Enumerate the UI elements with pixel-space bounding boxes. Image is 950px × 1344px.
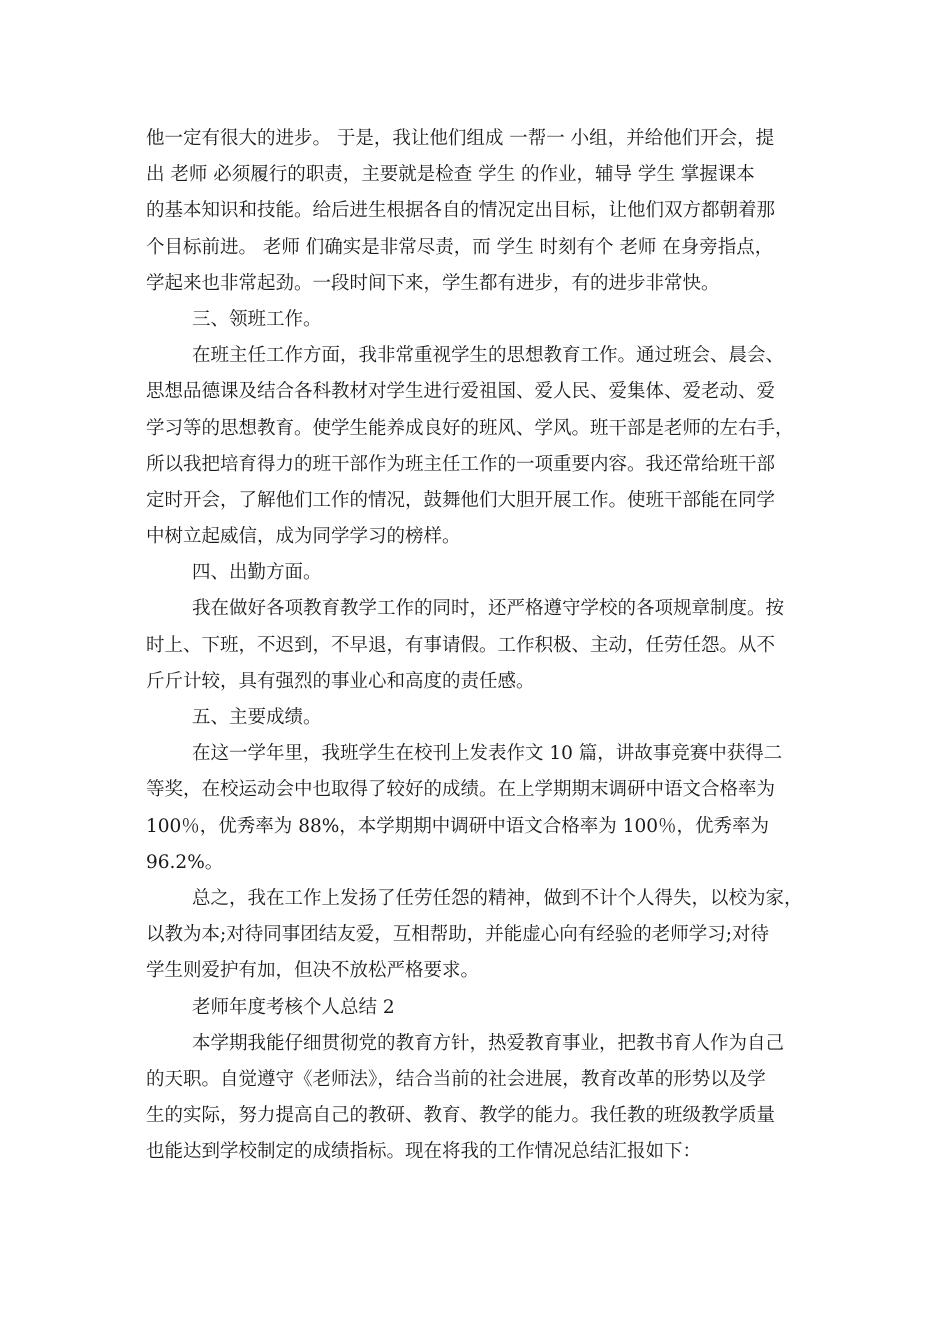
text-line: 斤斤计较，具有强烈的事业心和高度的责任感。 <box>146 670 535 692</box>
text-line: 时上、下班，不迟到，不早退，有事请假。工作积极、主动，任劳任怨。从不 <box>146 634 776 656</box>
text-line: 也能达到学校制定的成绩指标。现在将我的工作情况总结汇报如下： <box>146 1141 702 1163</box>
text-line: 学起来也非常起劲。一段时间下来，学生都有进步，有的进步非常快。 <box>146 272 720 294</box>
text-line: 96.2%。 <box>146 851 224 873</box>
text-line: 以教为本;对待同事团结友爱，互相帮助，并能虚心向有经验的老师学习;对待 <box>146 924 769 946</box>
text-line: 等奖，在校运动会中也取得了较好的成绩。在上学期期末调研中语文合格率为 <box>146 779 776 801</box>
document-body <box>146 121 810 1170</box>
text-line: 的基本知识和技能。给后进生根据各自的情况定出目标，让他们双方都朝着那 <box>146 200 776 222</box>
text-line: 生的实际，努力提高自己的教研、教育、教学的能力。我任教的班级教学质量 <box>146 1105 776 1127</box>
text-line: 四、出勤方面。 <box>192 562 322 584</box>
text-line: 个目标前进。 老师 们确实是非常尽责，而 学生 时刻有个 老师 在身旁指点， <box>146 236 774 258</box>
text-line: 思想品德课及结合各科教材对学生进行爱祖国、爱人民、爱集体、爱老动、爱 <box>146 381 776 403</box>
text-line: 在班主任工作方面，我非常重视学生的思想教育工作。通过班会、晨会、 <box>192 345 785 367</box>
text-line: 学生则爱护有加，但决不放松严格要求。 <box>146 960 480 982</box>
text-line: 学习等的思想教育。使学生能养成良好的班风、学风。班干部是老师的左右手， <box>146 417 794 439</box>
text-line: 出 老师 必须履行的职责，主要就是检查 学生 的作业，辅导 学生 掌握课本 <box>146 164 755 186</box>
text-line: 我在做好各项教育教学工作的同时，还严格遵守学校的各项规章制度。按 <box>192 598 785 620</box>
text-line: 总之，我在工作上发扬了任劳任怨的精神，做到不计个人得失，以校为家， <box>192 887 803 909</box>
text-line: 五、主要成绩。 <box>192 707 322 728</box>
text-line: 在这一学年里，我班学生在校刊上发表作文 10 篇，讲故事竞赛中获得二 <box>192 743 783 765</box>
text-line: 所以我把培育得力的班干部作为班主任工作的一项重要内容。我还常给班干部 <box>146 453 776 475</box>
text-line: 中树立起威信，成为同学学习的榜样。 <box>146 526 461 548</box>
text-line: 本学期我能仔细贯彻党的教育方针，热爱教育事业，把教书育人作为自己 <box>192 1032 785 1054</box>
text-line: 老师年度考核个人总结 2 <box>192 996 395 1018</box>
text-line: 100％，优秀率为 88%，本学期期中调研中语文合格率为 100％，优秀率为 <box>146 815 770 837</box>
text-line: 的天职。自觉遵守《老师法》，结合当前的社会进展，教育改革的形势以及学 <box>146 1068 766 1090</box>
text-line: 三、领班工作。 <box>192 308 322 330</box>
text-line: 他一定有很大的进步。 于是，我让他们组成 一帮一 小组，并给他们开会，提 <box>146 128 775 149</box>
text-line: 定时开会，了解他们工作的情况，鼓舞他们大胆开展工作。使班干部能在同学 <box>146 489 776 511</box>
